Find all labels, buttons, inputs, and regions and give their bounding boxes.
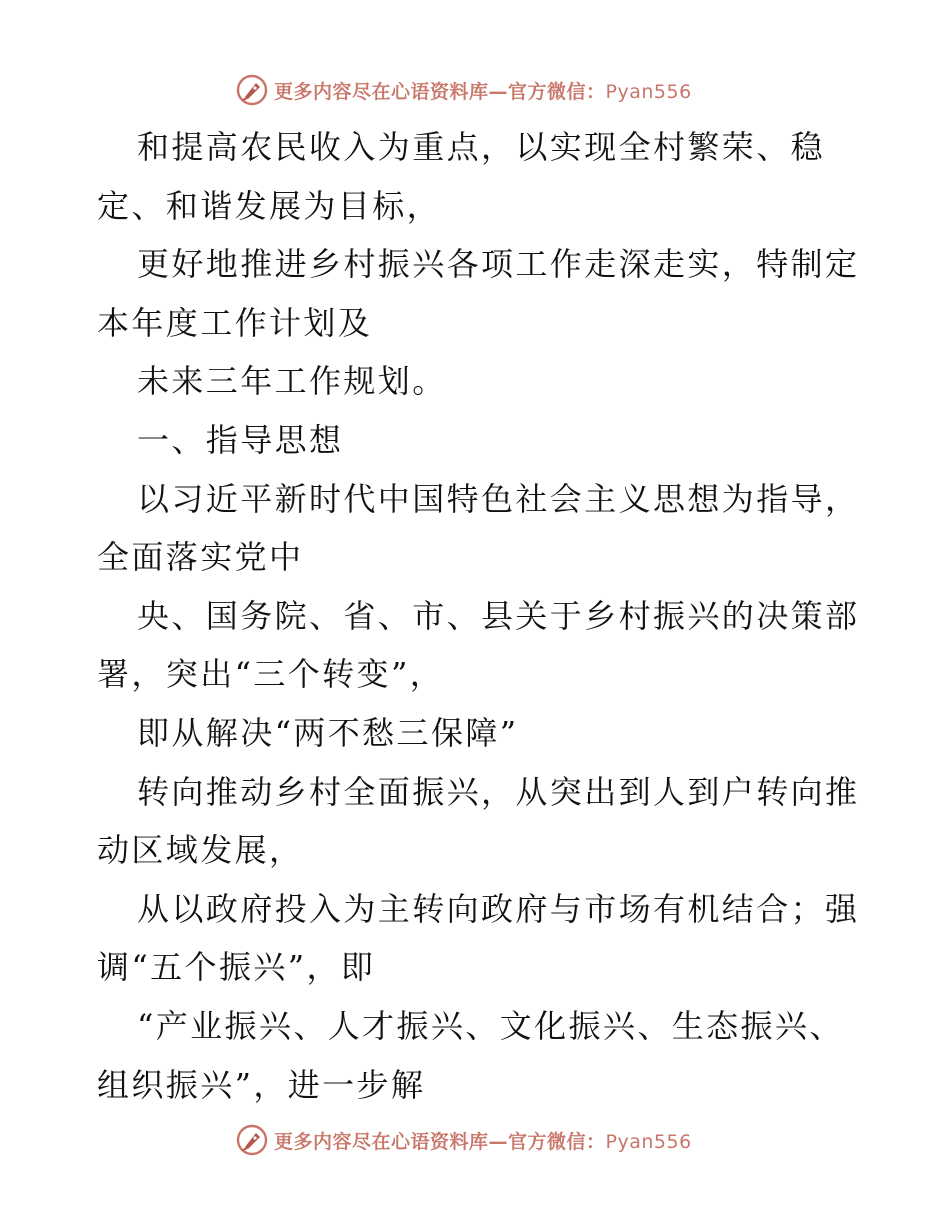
footer-watermark — [236, 1123, 756, 1157]
text-line: 转向推动乡村全面振兴，从突出到人到户转向推 — [137, 772, 860, 811]
pen-nib-logo-icon — [236, 1124, 268, 1156]
watermark-text: 更多内容尽在心语资料库—官方微信：Pyan556 — [274, 80, 692, 103]
pen-nib-logo-icon — [236, 74, 268, 106]
text-line: 动区域发展， — [97, 831, 304, 870]
text-line: 本年度工作计划及 — [97, 303, 373, 342]
text-line: 未来三年工作规划。 — [137, 362, 447, 401]
text-line: 更好地推进乡村振兴各项工作走深走实，特制定 — [137, 245, 860, 284]
watermark-text: 更多内容尽在心语资料库—官方微信：Pyan556 — [274, 1130, 692, 1153]
text-line: 央、国务院、省、市、县关于乡村振兴的决策部 — [137, 596, 860, 635]
text-line: 和提高农民收入为重点，以实现全村繁荣、稳 — [137, 128, 826, 166]
text-line: 全面落实党中 — [97, 538, 304, 577]
text-line: 署，突出“三个转变”， — [97, 655, 445, 694]
text-line: 调“五个振兴”，即 — [97, 948, 376, 987]
text-line: 以习近平新时代中国特色社会主义思想为指导， — [137, 479, 860, 518]
text-line: 组织振兴”，进一步解 — [97, 1065, 426, 1104]
text-line: 从以政府投入为主转向政府与市场有机结合；强 — [137, 889, 860, 928]
document-body — [97, 118, 860, 1114]
header-watermark — [236, 73, 756, 107]
text-line: 定、和谐发展为目标， — [97, 186, 442, 225]
text-line: 一、指导思想 — [137, 420, 344, 459]
text-line: 即从解决“两不愁三保障” — [137, 713, 519, 752]
text-line: “产业振兴、人才振兴、文化振兴、生态振兴、 — [137, 1006, 844, 1045]
